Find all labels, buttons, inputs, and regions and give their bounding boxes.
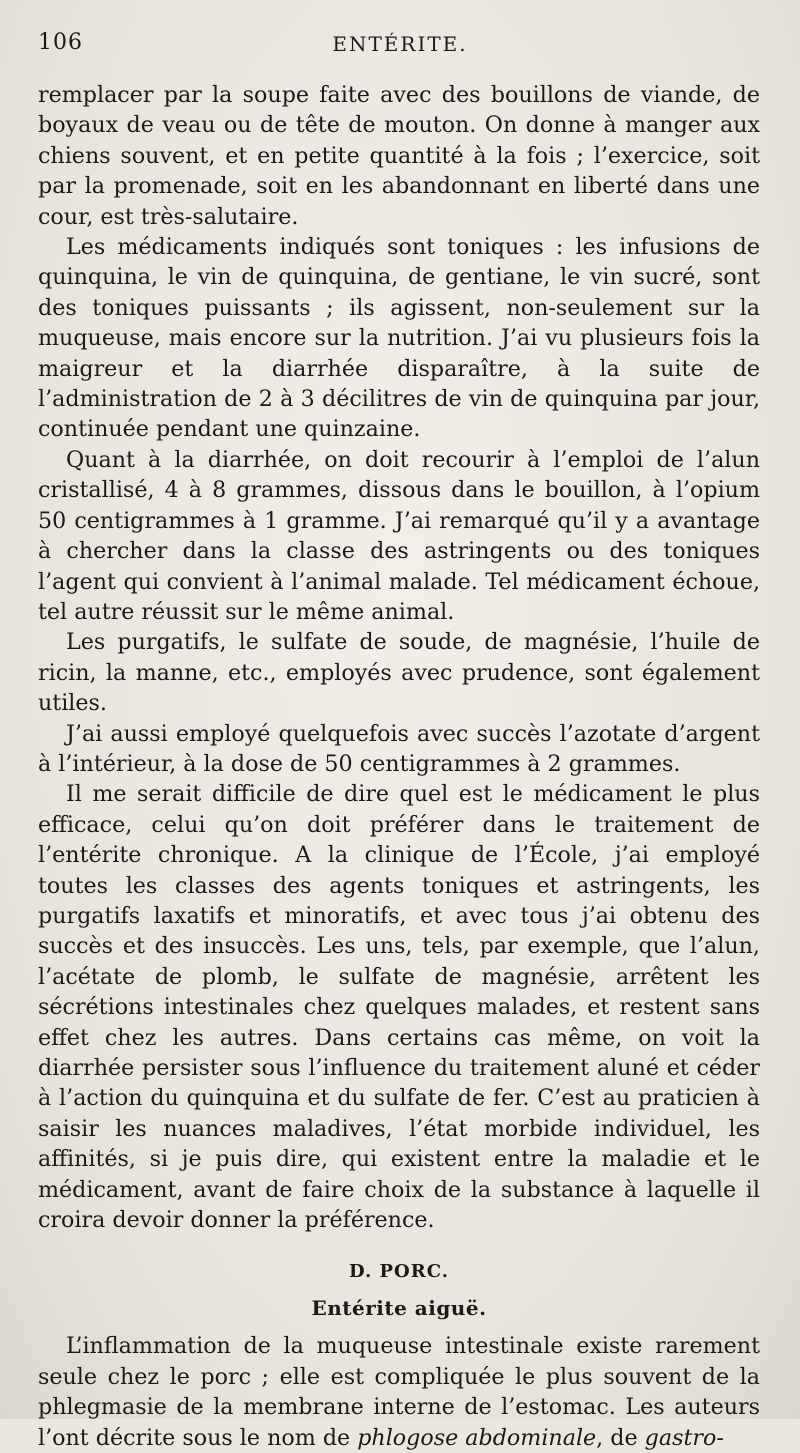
section-title: D. PORC. bbox=[349, 1261, 449, 1283]
paragraph: J’ai aussi employé quelquefois avec succès l’azotate d’argent à l’intérieur, à la dose de 50 centigrammes à 2 grammes. bbox=[38, 720, 760, 777]
paragraph-text: L’inflammation de la muqueuse intestinale existe rarement seule chez le porc ; elle est compliquée le plus souvent de la phlegmasie de la membrane interne de l’estomac. Les auteurs l’ont décrite sous le nom de bbox=[38, 1333, 760, 1451]
italic-term: gastro- bbox=[644, 1424, 724, 1451]
italic-term: phlogose abdominale bbox=[357, 1424, 597, 1451]
paragraph: Les médicaments indiqués sont toniques : les infusions de quinquina, le vin de quinquina, de gentiane, le vin sucré, sont des toniques puissants ; ils agissent, non-seulement sur la muqueuse, mais encore sur la nutrition. J’ai vu plusieurs fois la maigreur et la diarrhée disparaître, à la suite de l’administration de 2 à 3 décilitres de vin de quinquina par jour, continuée pendant une quinzaine. bbox=[38, 234, 760, 443]
paragraph bbox=[38, 1331, 760, 1453]
body-text bbox=[38, 80, 760, 1453]
paragraph: Les purgatifs, le sulfate de soude, de magnésie, l’huile de ricin, la manne, etc., employés avec prudence, sont également utiles. bbox=[38, 629, 760, 717]
paragraph: remplacer par la soupe faite avec des bouillons de viande, de boyaux de veau ou de tête de mouton. On donne à manger aux chiens souvent, et en petite quantité à la fois ; l’exercice, soit par la promenade, soit en les abandonnant en liberté dans une cour, est très-salutaire. bbox=[38, 82, 760, 230]
subsection-title: Entérite aiguë. bbox=[311, 1296, 487, 1321]
page-number: 106 bbox=[38, 30, 83, 55]
paragraph: Quant à la diarrhée, on doit recourir à l’emploi de l’alun cristallisé, 4 à 8 grammes, dissous dans le bouillon, à l’opium 50 centigrammes à 1 gramme. J’ai remarqué qu’il y a avantage à chercher dans la classe des astringents ou des toniques l’agent qui convient à l’animal malade. Tel médicament échoue, tel autre réussit sur le même animal. bbox=[38, 446, 760, 625]
running-head bbox=[38, 30, 762, 64]
running-title: ENTÉRITE. bbox=[332, 32, 468, 56]
paragraph: Il me serait difficile de dire quel est le médicament le plus efficace, celui qu’on doit préférer dans le traitement de l’entérite chronique. A la clinique de l’École, j’ai employé toutes les classes des agents toniques et astringents, les purgatifs laxatifs et minoratifs, et avec tous j’ai obtenu des succès et des insuccès. Les uns, tels, par exemple, que l’alun, l’acétate de plomb, le sulfate de magnésie, arrêtent les sécrétions intestinales chez quelques malades, et restent sans effet chez les autres. Dans certains cas même, on voit la diarrhée persister sous l’influence du traitement aluné et céder à l’action du quinquina et du sulfate de fer. C’est au praticien à saisir les nuances maladives, l’état morbide individuel, les affinités, si je puis dire, qui existent entre la maladie et le médicament, avant de faire choix de la substance à laquelle il croira devoir donner la préférence. bbox=[38, 781, 760, 1234]
paragraph-text: , de bbox=[596, 1424, 645, 1451]
